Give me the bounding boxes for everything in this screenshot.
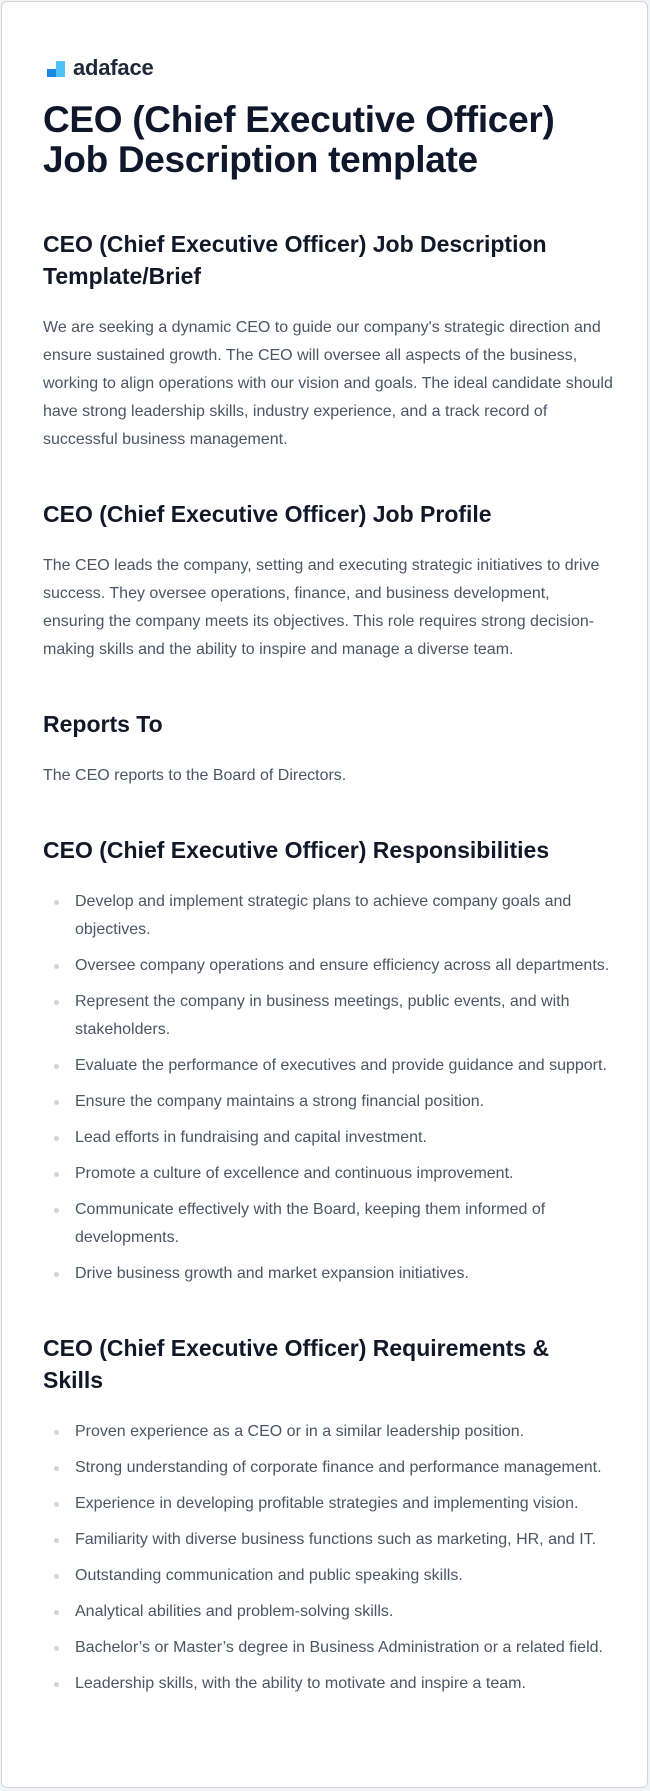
section-requirements [43,1332,613,1698]
list-item: Communicate effectively with the Board, keeping them informed of developments. [75,1196,613,1252]
list-item: Bachelor’s or Master’s degree in Business Administration or a related field. [75,1634,613,1662]
list-item: Promote a culture of excellence and continuous improvement. [75,1160,613,1188]
list-item: Strong understanding of corporate finance and performance management. [75,1454,613,1482]
list-item: Evaluate the performance of executives and provide guidance and support. [75,1052,613,1080]
section-body: The CEO leads the company, setting and executing strategic initiatives to drive success. They oversee operations, finance, and business development, ensuring the company meets its objectives. This role requires strong decision-making skills and the ability to inspire and manage a diverse team. [43,557,600,658]
responsibilities-list [43,888,613,1288]
list-item: Represent the company in business meetings, public events, and with stakeholders. [75,988,613,1044]
list-item: Lead efforts in fundraising and capital investment. [75,1124,613,1152]
section-body: The CEO reports to the Board of Directors. [43,767,347,784]
list-item: Experience in developing profitable strategies and implementing vision. [75,1490,613,1518]
list-item: Leadership skills, with the ability to motivate and inspire a team. [75,1670,613,1698]
requirements-list [43,1418,613,1698]
section-responsibilities [43,834,613,1288]
page-title: CEO (Chief Executive Officer) Job Description template [43,99,555,180]
section-reports-to [43,708,613,790]
list-item: Oversee company operations and ensure efficiency across all departments. [75,952,613,980]
list-item: Familiarity with diverse business functions such as marketing, HR, and IT. [75,1526,613,1554]
document-card [1,1,648,1788]
section-heading: CEO (Chief Executive Officer) Job Profile [43,501,492,527]
brand-logo[interactable] [47,56,154,80]
adaface-logo-icon [47,57,69,79]
section-heading: CEO (Chief Executive Officer) Requirements & Skills [43,1335,550,1393]
section-profile [43,498,613,664]
logo-block-light [56,61,65,77]
section-heading: Reports To [43,711,163,737]
list-item: Develop and implement strategic plans to achieve company goals and objectives. [75,888,613,944]
main-content [43,100,613,1742]
list-item: Proven experience as a CEO or in a similar leadership position. [75,1418,613,1446]
list-item: Ensure the company maintains a strong financial position. [75,1088,613,1116]
brand-name: adaface [73,55,154,80]
list-item: Drive business growth and market expansion initiatives. [75,1260,613,1288]
section-body: We are seeking a dynamic CEO to guide our company's strategic direction and ensure sustained growth. The CEO will oversee all aspects of the business, working to align operations with our vision and goals. The ideal candidate should have strong leadership skills, industry experience, and a track record of successful business management. [43,319,613,448]
list-item: Outstanding communication and public speaking skills. [75,1562,613,1590]
list-item: Analytical abilities and problem-solving skills. [75,1598,613,1626]
section-heading: CEO (Chief Executive Officer) Job Description Template/Brief [43,231,547,289]
section-heading: CEO (Chief Executive Officer) Responsibilities [43,837,550,863]
section-brief [43,228,613,454]
logo-block-dark [47,69,56,77]
